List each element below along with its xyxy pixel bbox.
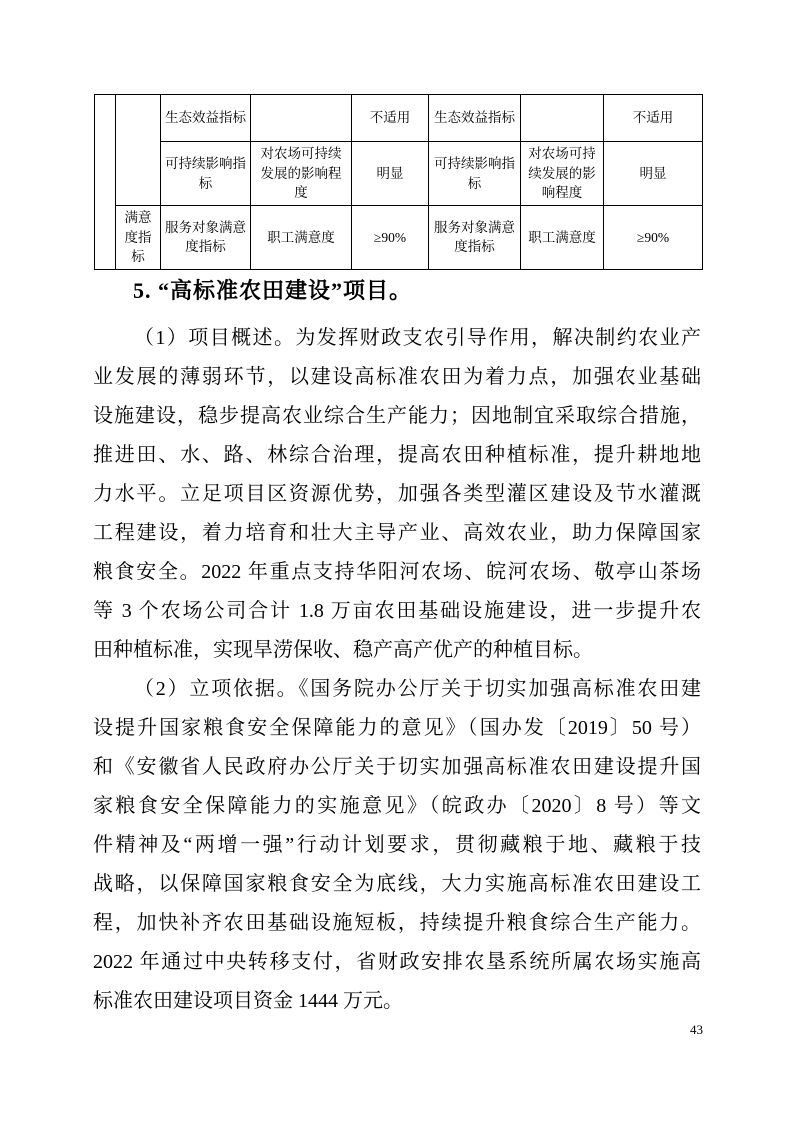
table-cell-indicator: 可持续影响指标	[161, 142, 251, 206]
text-line: （2）立项依据。《国务院办公厅关于切实加强高标准农田建	[134, 678, 701, 700]
table-cell-detail: 职工满意度	[251, 206, 352, 270]
performance-indicator-table	[94, 94, 703, 270]
text-line: 推进田、水、路、林综合治理，提高农田种植标准，提升耕地地	[93, 444, 701, 466]
table-cell-detail: 对农场可持续发展的影响程度	[521, 142, 604, 206]
text-line: 力水平。立足项目区资源优势，加强各类型灌区建设及节水灌溉	[93, 483, 701, 505]
text-line: 设提升国家粮食安全保障能力的意见》（国办发〔2019〕50 号）	[93, 717, 701, 739]
text-line: 2022 年通过中央转移支付，省财政安排农垦系统所属农场实施高	[93, 951, 701, 973]
document-body	[93, 319, 701, 1021]
table-cell-detail: 职工满意度	[521, 206, 604, 270]
text-line: 设施建设，稳步提高农业综合生产能力；因地制宜采取综合措施，	[93, 405, 701, 427]
paragraph-2	[93, 670, 701, 1021]
table-cell-value: 明显	[604, 142, 703, 206]
text-line: 和《安徽省人民政府办公厅关于切实加强高标准农田建设提升国	[93, 756, 701, 778]
text-line: 件精神及“两增一强”行动计划要求，贯彻藏粮于地、藏粮于技	[93, 834, 701, 856]
text-line: 业发展的薄弱环节，以建设高标准农田为着力点，加强农业基础	[93, 366, 701, 388]
paragraph-1	[93, 319, 701, 670]
table-cell-value: ≥90%	[352, 206, 429, 270]
text-line: 等 3 个农场公司合计 1.8 万亩农田基础设施建设，进一步提升农	[93, 600, 701, 622]
table-cell-category-empty	[116, 95, 161, 206]
text-line: 家粮食安全保障能力的实施意见》（皖政办〔2020〕8 号）等文	[93, 795, 701, 817]
table-cell-indicator: 生态效益指标	[429, 95, 521, 142]
table-cell-indicator: 服务对象满意度指标	[429, 206, 521, 270]
table-cell-value: 不适用	[352, 95, 429, 142]
text-line: 粮食安全。2022 年重点支持华阳河农场、皖河农场、敬亭山茶场	[93, 561, 701, 583]
text-line: 标准农田建设项目资金 1444 万元。	[93, 990, 403, 1012]
table-cell-indicator: 服务对象满意度指标	[161, 206, 251, 270]
table-cell-value: 明显	[352, 142, 429, 206]
table-cell-category-label: 满意度指标	[116, 206, 161, 270]
table-cell-detail	[251, 95, 352, 142]
table-cell-indicator: 生态效益指标	[161, 95, 251, 142]
table-cell-value: ≥90%	[604, 206, 703, 270]
text-line: 程，加快补齐农田基础设施短板，持续提升粮食综合生产能力。	[93, 912, 701, 934]
table-cell-detail: 对农场可持续发展的影响程度	[251, 142, 352, 206]
text-line: 战略，以保障国家粮食安全为底线，大力实施高标准农田建设工	[93, 873, 701, 895]
text-line: 田种植标准，实现旱涝保收、稳产高产优产的种植目标。	[93, 639, 593, 661]
table-cell-indicator: 可持续影响指标	[429, 142, 521, 206]
table-cell-spanner-empty	[95, 95, 116, 270]
text-line: 工程建设，着力培育和壮大主导产业、高效农业，助力保障国家	[93, 522, 701, 544]
text-line: （1）项目概述。为发挥财政支农引导作用，解决制约农业产	[134, 327, 701, 349]
page-number: 43	[690, 1022, 703, 1037]
section-heading: 5. “高标准农田建设”项目。	[133, 278, 413, 303]
table-cell-value: 不适用	[604, 95, 703, 142]
table-cell-detail	[521, 95, 604, 142]
